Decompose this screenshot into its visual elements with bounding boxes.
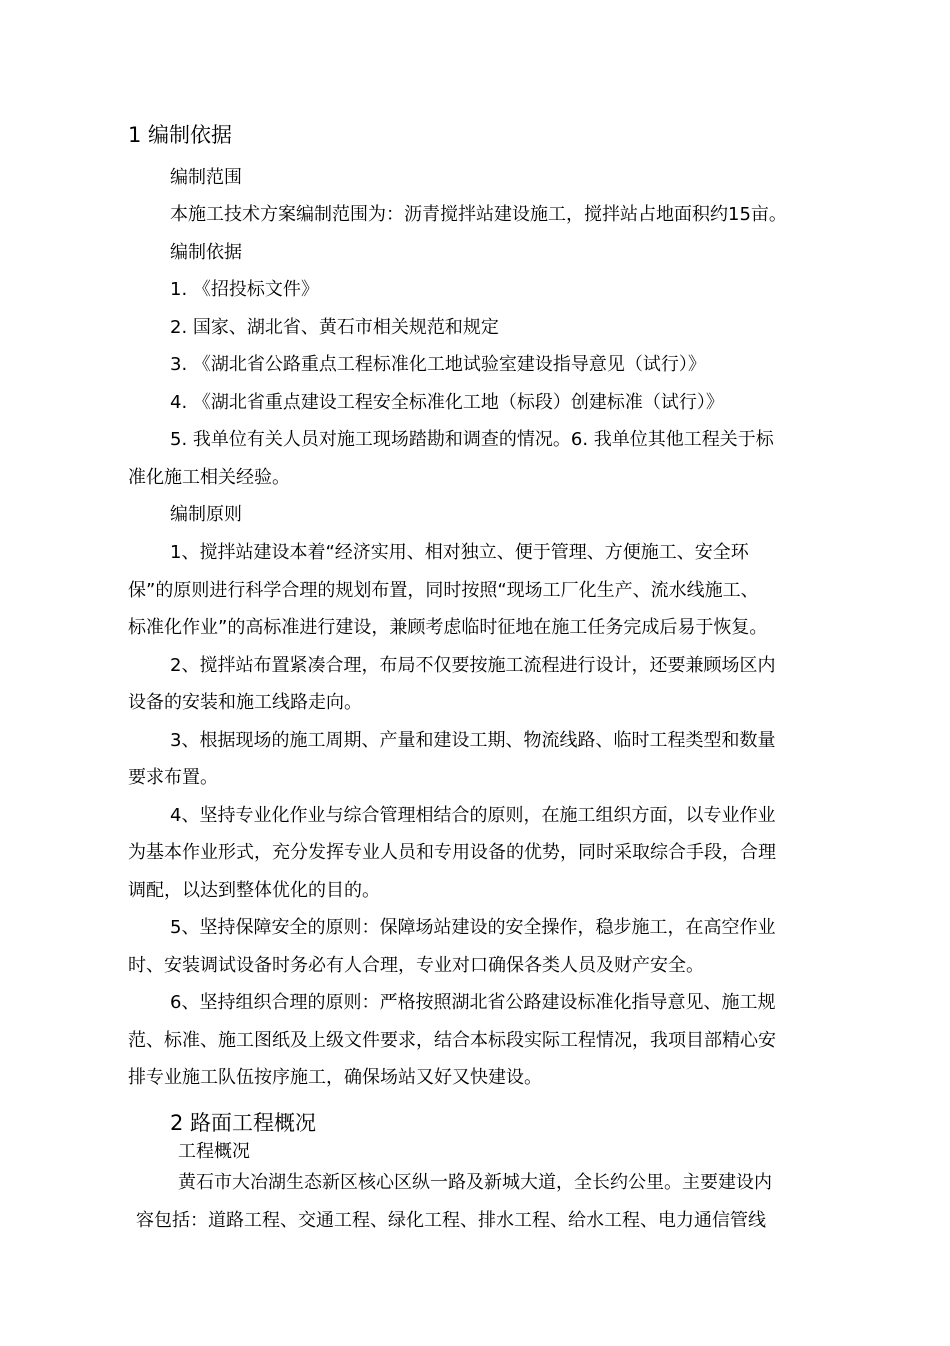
principle-line: 为基本作业形式，充分发挥专业人员和专用设备的优势，同时采取综合手段，合理 — [128, 842, 776, 863]
section-1-heading: 1 编制依据 — [128, 123, 233, 147]
principle-line: 调配，以达到整体优化的目的。 — [128, 880, 380, 901]
section-2-heading: 2 路面工程概况 — [170, 1111, 317, 1135]
scope-title: 编制范围 — [170, 167, 242, 188]
principle-line: 要求布置。 — [128, 767, 218, 788]
overview-line: 黄石市大冶湖生态新区核心区纵一路及新城大道，全长约公里。主要建设内 — [178, 1172, 772, 1193]
basis-item: 1. 《招投标文件》 — [170, 279, 319, 300]
principle-line: 保”的原则进行科学合理的规划布置，同时按照“现场工厂化生产、流水线施工、 — [128, 580, 759, 601]
basis-title: 编制依据 — [170, 242, 242, 263]
principle-line: 5、坚持保障安全的原则：保障场站建设的安全操作，稳步施工，在高空作业 — [170, 917, 776, 938]
principle-line: 6、坚持组织合理的原则：严格按照湖北省公路建设标准化指导意见、施工规 — [170, 992, 776, 1013]
basis-item: 4. 《湖北省重点建设工程安全标准化工地（标段）创建标准（试行）》 — [170, 392, 724, 413]
principle-line: 标准化作业”的高标准进行建设，兼顾考虑临时征地在施工任务完成后易于恢复。 — [128, 617, 768, 638]
overview-line: 容包括：道路工程、交通工程、绿化工程、排水工程、给水工程、电力通信管线 — [136, 1210, 766, 1231]
overview-title: 工程概况 — [178, 1141, 250, 1162]
principles-title: 编制原则 — [170, 504, 242, 525]
principle-line: 3、根据现场的施工周期、产量和建设工期、物流线路、临时工程类型和数量 — [170, 730, 776, 751]
basis-item: 5. 我单位有关人员对施工现场踏勘和调查的情况。6. 我单位其他工程关于标 — [170, 429, 774, 450]
scope-text: 本施工技术方案编制范围为：沥青搅拌站建设施工，搅拌站占地面积约15亩。 — [170, 204, 787, 225]
basis-item: 2. 国家、湖北省、黄石市相关规范和规定 — [170, 317, 499, 338]
principle-line: 排专业施工队伍按序施工，确保场站又好又快建设。 — [128, 1067, 542, 1088]
principle-line: 时、安装调试设备时务必有人合理，专业对口确保各类人员及财产安全。 — [128, 955, 704, 976]
basis-item-continuation: 准化施工相关经验。 — [128, 467, 290, 488]
principle-line: 1、搅拌站建设本着“经济实用、相对独立、便于管理、方便施工、安全环 — [170, 542, 749, 563]
principle-line: 范、标准、施工图纸及上级文件要求，结合本标段实际工程情况，我项目部精心安 — [128, 1030, 776, 1051]
principle-line: 2、搅拌站布置紧凑合理，布局不仅要按施工流程进行设计，还要兼顾场区内 — [170, 655, 776, 676]
principle-line: 4、坚持专业化作业与综合管理相结合的原则，在施工组织方面，以专业作业 — [170, 805, 776, 826]
principle-line: 设备的安装和施工线路走向。 — [128, 692, 362, 713]
basis-item: 3. 《湖北省公路重点工程标准化工地试验室建设指导意见（试行）》 — [170, 354, 706, 375]
